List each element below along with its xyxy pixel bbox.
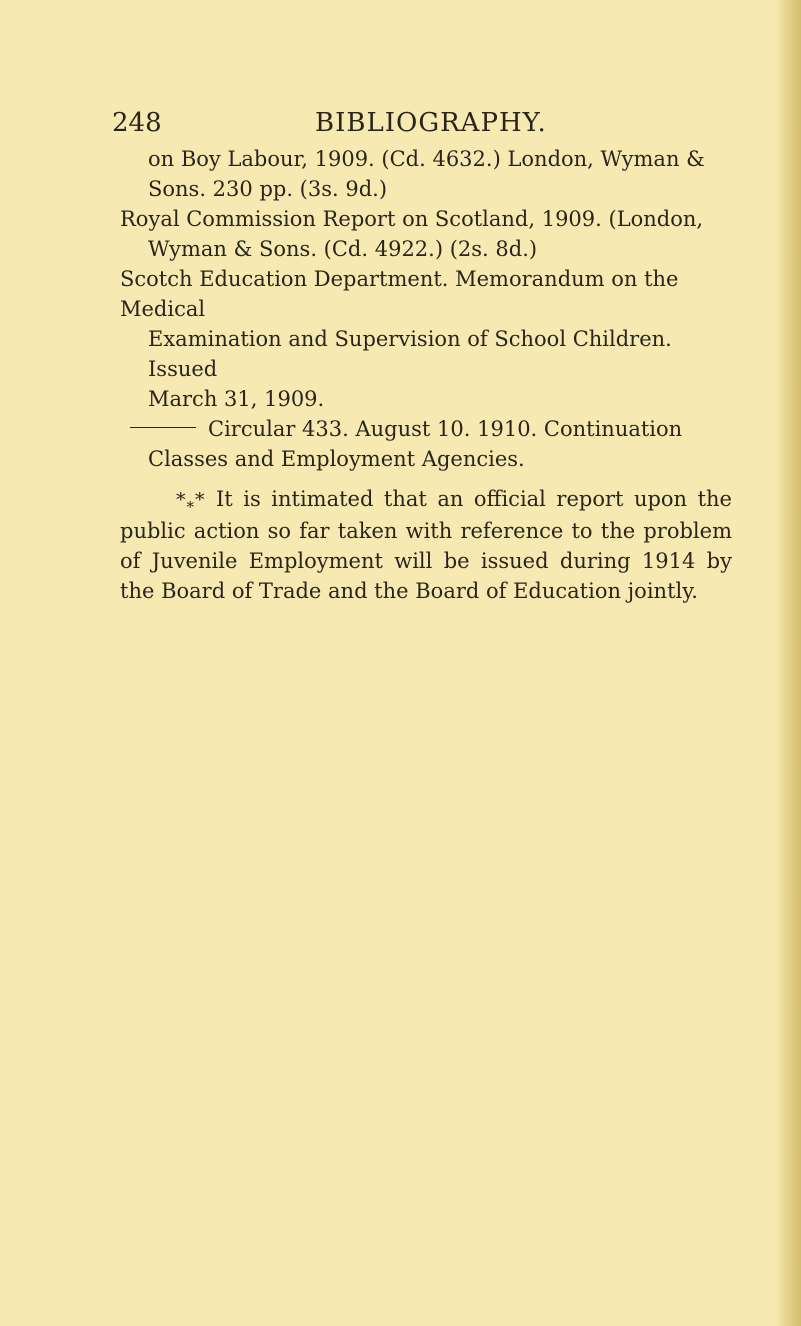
entry-line: March 31, 1909. (148, 387, 325, 411)
bibliography-entry (120, 144, 732, 204)
ditto-dash (130, 427, 196, 428)
page-edge-shading (775, 0, 801, 1326)
entry-line: Scotch Education Department. Memorandum on the Medical (120, 267, 679, 321)
entry-first-line (120, 414, 732, 444)
entry-line: Royal Commission Report on Scotland, 1909. (London, (120, 207, 704, 231)
bibliography-entry (120, 414, 732, 474)
page-number: 248 (112, 108, 162, 138)
bibliography-list (120, 144, 732, 606)
page-header (112, 103, 547, 143)
entry-line: Wyman & Sons. (Cd. 4922.) (2s. 8d.) (148, 237, 538, 261)
entry-line: Circular 433. August 10. 1910. Continuation (208, 417, 683, 441)
asterism-star: * (186, 498, 195, 516)
footnote (120, 484, 732, 606)
bibliography-entry (120, 204, 732, 264)
asterism-marker (148, 485, 206, 516)
entry-line: Sons. 230 pp. (3s. 9d.) (148, 177, 388, 201)
running-head: BIBLIOGRAPHY. (315, 108, 547, 138)
entry-line: on Boy Labour, 1909. (Cd. 4632.) London, Wyman & (148, 147, 705, 171)
bibliography-entry (120, 264, 732, 414)
footnote-text: It is intimated that an official report upon the public action so far taken with reference to the problem of Juvenile Employment will be issued during 1914 by the Board of Trade and the Board of Education jointly. (120, 487, 732, 603)
entry-line: Classes and Employment Agencies. (148, 447, 525, 471)
asterism-star: * (176, 489, 187, 511)
asterism-star: * (195, 489, 206, 511)
entry-line: Examination and Supervision of School Children. Issued (148, 327, 672, 381)
